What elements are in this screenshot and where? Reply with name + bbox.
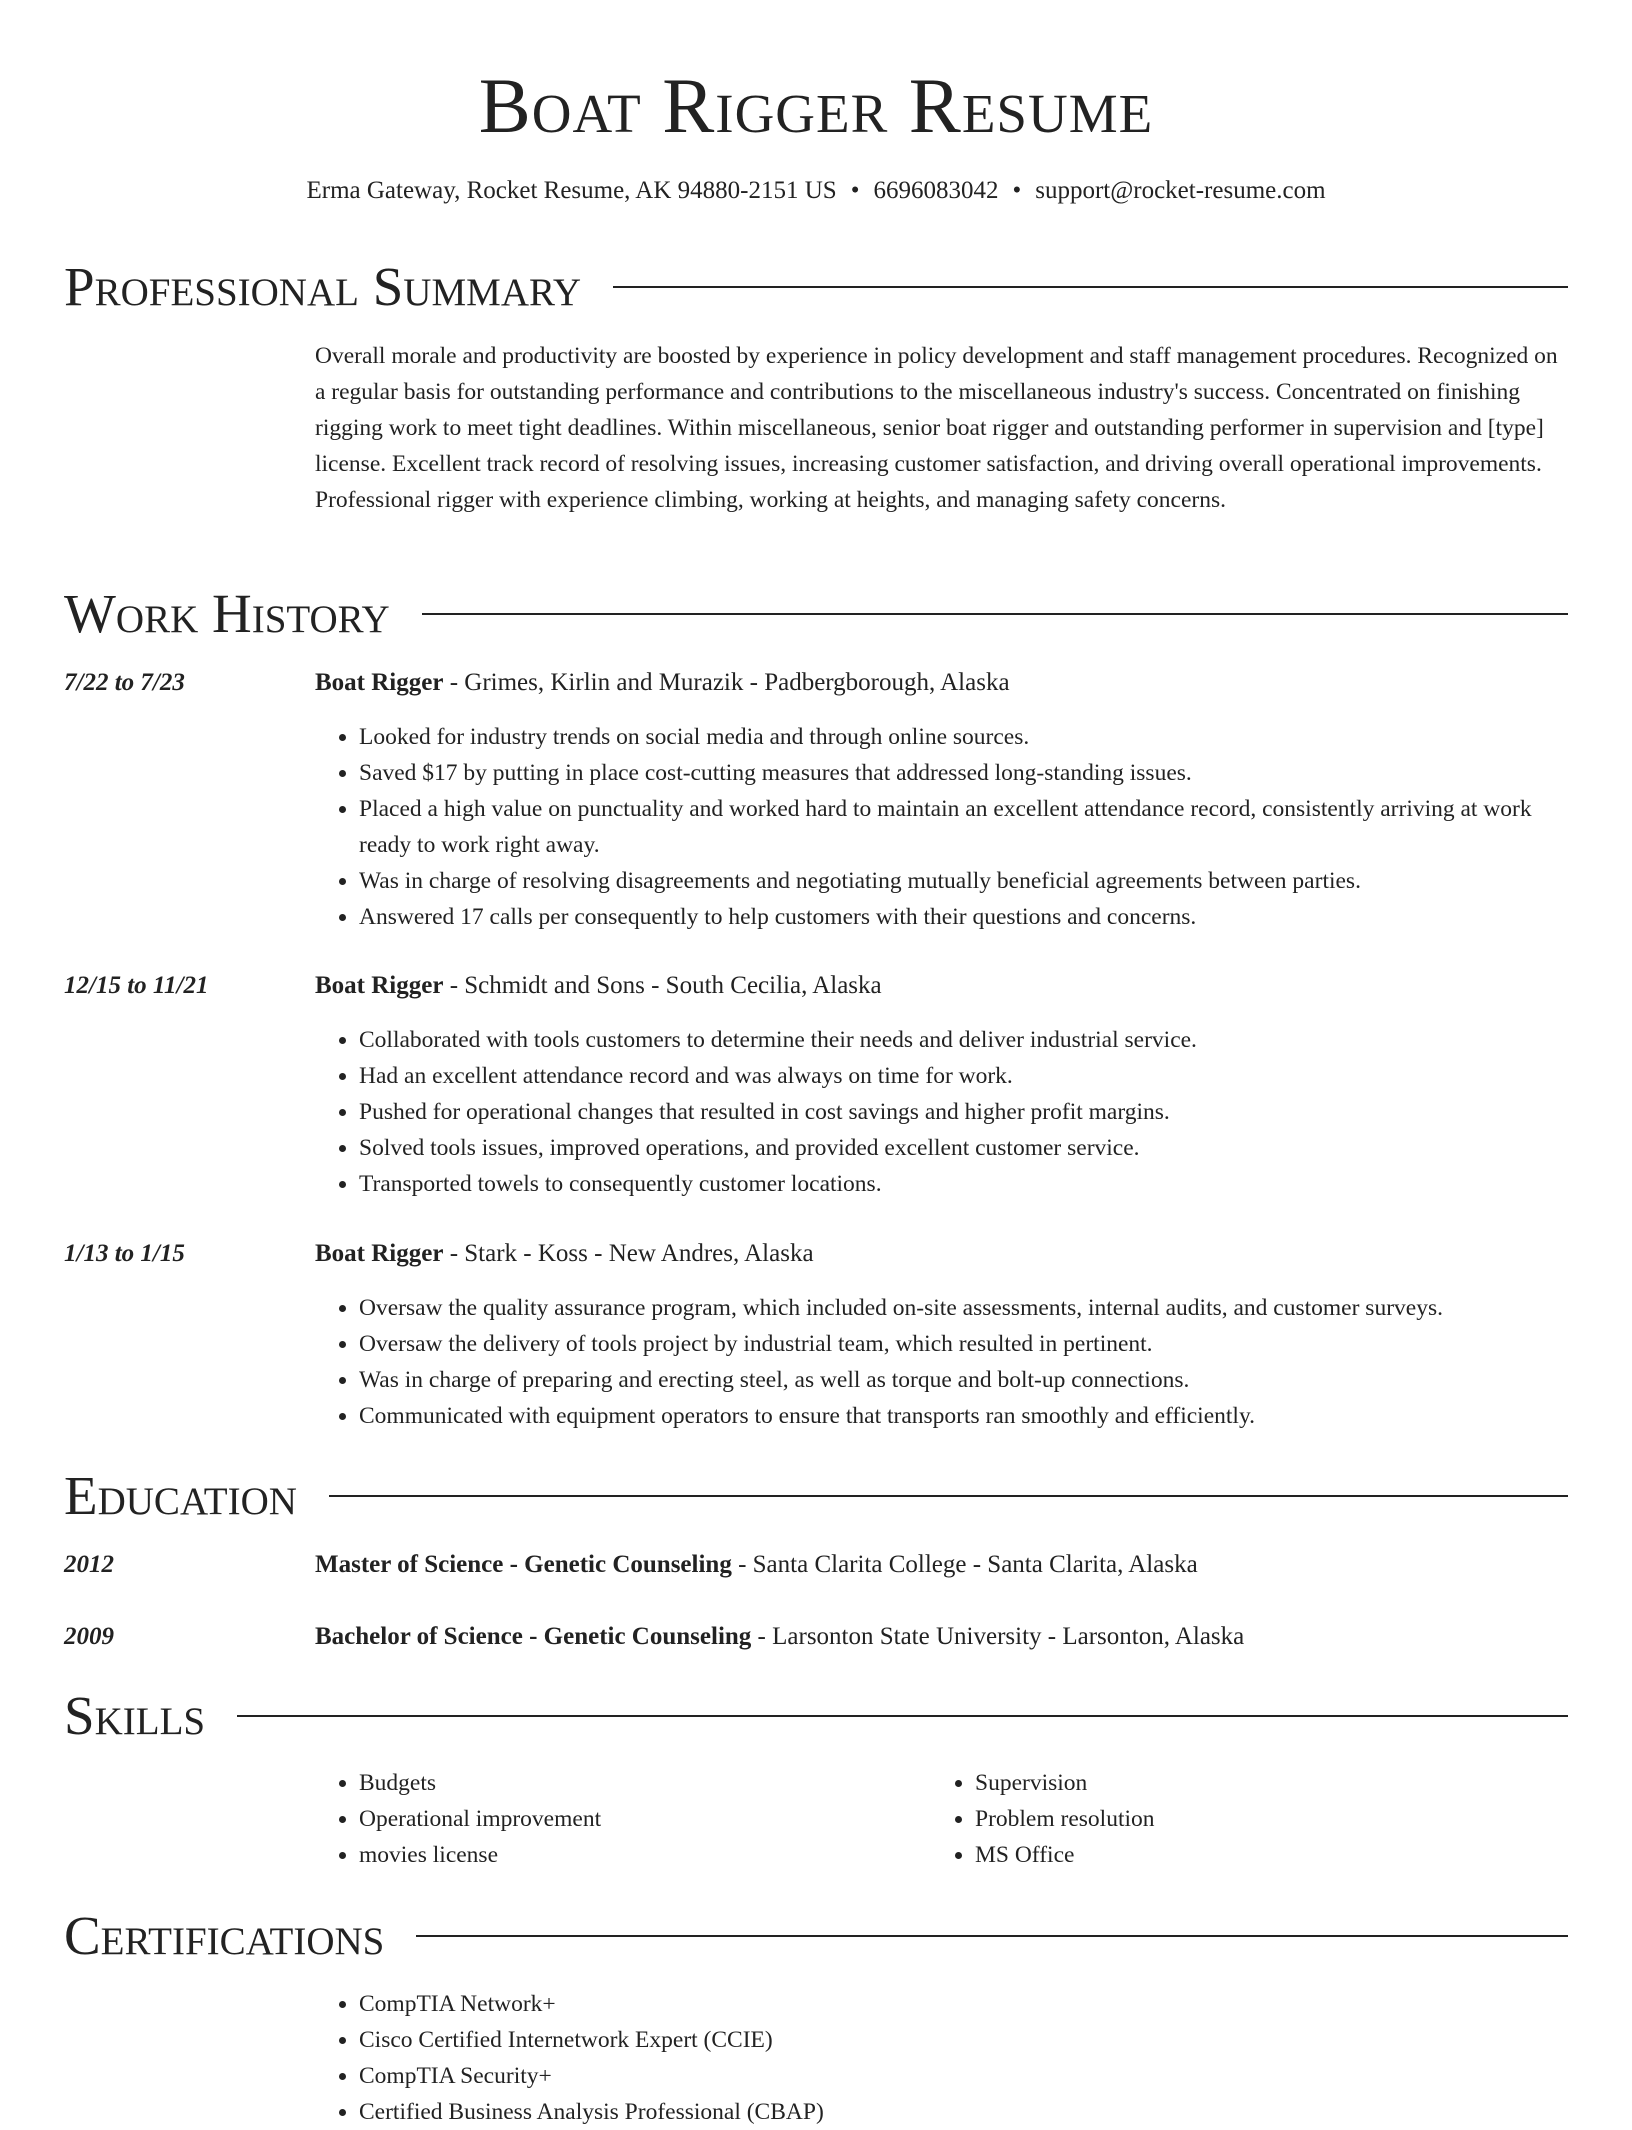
list-item: • Supervision: [975, 1765, 1491, 1801]
resume-title: Boat Rigger Resume: [478, 62, 1154, 149]
job-employer-location: - Schmidt and Sons - South Cecilia, Alaska: [443, 972, 882, 999]
education-year: 2012: [64, 1551, 114, 1578]
degree-name: Bachelor of Science - Genetic Counseling: [315, 1623, 752, 1650]
work-entry-body: [315, 665, 1568, 935]
list-item: • Had an excellent attendance record and was always on time for work.: [359, 1058, 1568, 1094]
contact-separator: •: [850, 177, 860, 204]
section-divider: [329, 1495, 1568, 1497]
list-item: • Looked for industry trends on social media and through online sources.: [359, 719, 1568, 755]
degree-name: Master of Science - Genetic Counseling: [315, 1551, 732, 1578]
education-entry-body: [315, 1619, 1568, 1655]
list-item: • Oversaw the quality assurance program, which included on-site assessments, internal audits, and customer surveys.: [359, 1290, 1568, 1326]
school-location: - Santa Clarita College - Santa Clarita, Alaska: [731, 1551, 1198, 1578]
skills-column-right: [931, 1765, 1491, 1873]
work-dates: 1/13 to 1/15: [64, 1240, 185, 1267]
section-divider: [237, 1715, 1568, 1717]
list-item: • Answered 17 calls per consequently to help customers with their questions and concerns.: [359, 899, 1568, 935]
list-item: • movies license: [359, 1837, 875, 1873]
skills-bullets: [931, 1765, 1491, 1873]
list-item: • Collaborated with tools customers to determine their needs and deliver industrial service.: [359, 1022, 1568, 1058]
list-item: • Certified Business Analysis Professional (CBAP): [359, 2094, 1568, 2130]
school-location: - Larsonton State University - Larsonton, Alaska: [751, 1623, 1245, 1650]
certifications-body: [315, 1986, 1568, 2130]
list-item: • Placed a high value on punctuality and worked hard to maintain an excellent attendance record, consistently arriving at work ready to work right away.: [359, 791, 1568, 863]
section-title: Professional Summary: [64, 256, 582, 317]
section-divider: [422, 613, 1568, 615]
section-title: Education: [64, 1465, 297, 1526]
education-year: 2009: [64, 1623, 114, 1650]
job-title: Boat Rigger: [315, 1240, 444, 1267]
list-item: • Solved tools issues, improved operations, and provided excellent customer service.: [359, 1130, 1568, 1166]
section-header-work-history: [64, 581, 1568, 647]
list-item: • Was in charge of resolving disagreements and negotiating mutually beneficial agreements between parties.: [359, 863, 1568, 899]
list-item: • Oversaw the delivery of tools project by industrial team, which resulted in pertinent.: [359, 1326, 1568, 1362]
work-heading: [315, 665, 1568, 701]
work-dates: 7/22 to 7/23: [64, 669, 185, 696]
section-header-summary: [64, 254, 1568, 320]
contact-phone: 6696083042: [873, 177, 999, 204]
work-bullets: [315, 1022, 1568, 1202]
contact-separator: •: [1012, 177, 1022, 204]
job-title: Boat Rigger: [315, 972, 444, 999]
education-heading: [315, 1547, 1568, 1583]
contact-line: [0, 173, 1632, 209]
education-entry-body: [315, 1547, 1568, 1583]
list-item: • Operational improvement: [359, 1801, 875, 1837]
work-dates: 12/15 to 11/21: [64, 972, 209, 999]
list-item: • Communicated with equipment operators to ensure that transports ran smoothly and efficiently.: [359, 1398, 1568, 1434]
section-header-skills: [64, 1683, 1568, 1749]
job-employer-location: - Stark - Koss - New Andres, Alaska: [443, 1240, 814, 1267]
section-divider: [613, 286, 1568, 288]
work-entry-body: [315, 1236, 1568, 1434]
work-bullets: [315, 719, 1568, 935]
list-item: • CompTIA Network+: [359, 1986, 1568, 2022]
list-item: • Transported towels to consequently customer locations.: [359, 1166, 1568, 1202]
skills-bullets: [315, 1765, 875, 1873]
list-item: • Cisco Certified Internetwork Expert (CCIE): [359, 2022, 1568, 2058]
certifications-bullets: [315, 1986, 1568, 2130]
work-heading: [315, 1236, 1568, 1272]
work-bullets: [315, 1290, 1568, 1434]
section-title: Work History: [64, 583, 390, 644]
skills-list: [64, 1765, 1568, 1885]
summary-text: Overall morale and productivity are boosted by experience in policy development and staff management procedures. Recognized on a regular basis for outstanding performance and contributions to the miscellaneous industry's success. Concentrated on finishing rigging work to meet tight deadlines. Within miscellaneous, senior boat rigger and outstanding performer in supervision and [type] license. Excellent track record of resolving issues, increasing customer satisfaction, and driving overall operational improvements. Professional rigger with experience climbing, working at heights, and managing safety concerns.: [315, 343, 1558, 513]
contact-address: Erma Gateway, Rocket Resume, AK 94880-2151 US: [306, 177, 837, 204]
work-heading: [315, 968, 1568, 1004]
section-title: Certifications: [64, 1905, 385, 1966]
list-item: • MS Office: [975, 1837, 1491, 1873]
list-item: • Pushed for operational changes that resulted in cost savings and higher profit margins.: [359, 1094, 1568, 1130]
section-title: Skills: [64, 1685, 206, 1746]
list-item: • Budgets: [359, 1765, 875, 1801]
list-item: • Saved $17 by putting in place cost-cutting measures that addressed long-standing issues.: [359, 755, 1568, 791]
section-header-certifications: [64, 1903, 1568, 1969]
list-item: • Problem resolution: [975, 1801, 1491, 1837]
contact-email: support@rocket-resume.com: [1035, 177, 1326, 204]
section-divider: [416, 1935, 1568, 1937]
education-heading: [315, 1619, 1568, 1655]
list-item: • Was in charge of preparing and erecting steel, as well as torque and bolt-up connections.: [359, 1362, 1568, 1398]
section-header-education: [64, 1463, 1568, 1529]
work-entry-body: [315, 968, 1568, 1202]
job-employer-location: - Grimes, Kirlin and Murazik - Padbergborough, Alaska: [443, 669, 1010, 696]
list-item: • CompTIA Security+: [359, 2058, 1568, 2094]
skills-column-left: [315, 1765, 875, 1873]
job-title: Boat Rigger: [315, 669, 444, 696]
